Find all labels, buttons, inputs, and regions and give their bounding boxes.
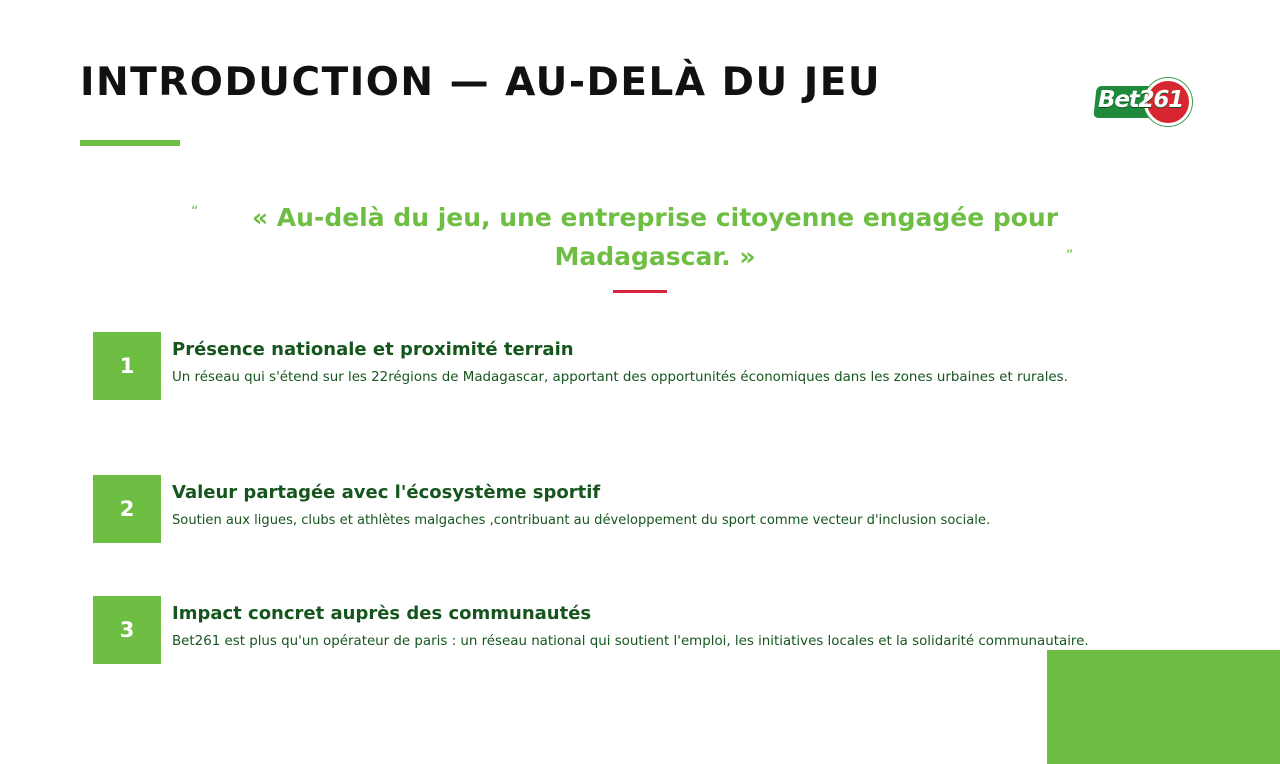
quote-text: « Au-delà du jeu, une entreprise citoyenne engagée pour Madagascar. » <box>251 203 1059 271</box>
item-number-badge: 2 <box>93 475 161 543</box>
item-description: Un réseau qui s'étend sur les 22régions de Madagascar, apportant des opportunités économiques dans les zones urbaines et rurales. <box>172 370 1068 385</box>
item-number-badge: 1 <box>93 332 161 400</box>
bet261-logo <box>1092 76 1188 128</box>
page-title: INTRODUCTION — AU-DELÀ DU JEU <box>80 60 882 105</box>
logo-text: Bet261 <box>1098 87 1183 113</box>
item-title: Valeur partagée avec l'écosystème sportif <box>172 482 601 503</box>
item-description: Bet261 est plus qu'un opérateur de paris : un réseau national qui soutient l'emploi, les initiatives locales et la solidarité communautaire. <box>172 634 1089 649</box>
close-quote-icon: ” <box>1066 248 1074 264</box>
item-title: Présence nationale et proximité terrain <box>172 339 574 360</box>
item-description: Soutien aux ligues, clubs et athlètes malgaches ,contribuant au développement du sport comme vecteur d'inclusion sociale. <box>172 513 991 528</box>
title-underline <box>80 140 180 146</box>
open-quote-icon: “ <box>191 204 199 220</box>
item-number-badge: 3 <box>93 596 161 664</box>
quote-divider <box>613 290 667 293</box>
decorative-corner-block <box>1047 650 1280 764</box>
item-title: Impact concret auprès des communautés <box>172 603 592 624</box>
